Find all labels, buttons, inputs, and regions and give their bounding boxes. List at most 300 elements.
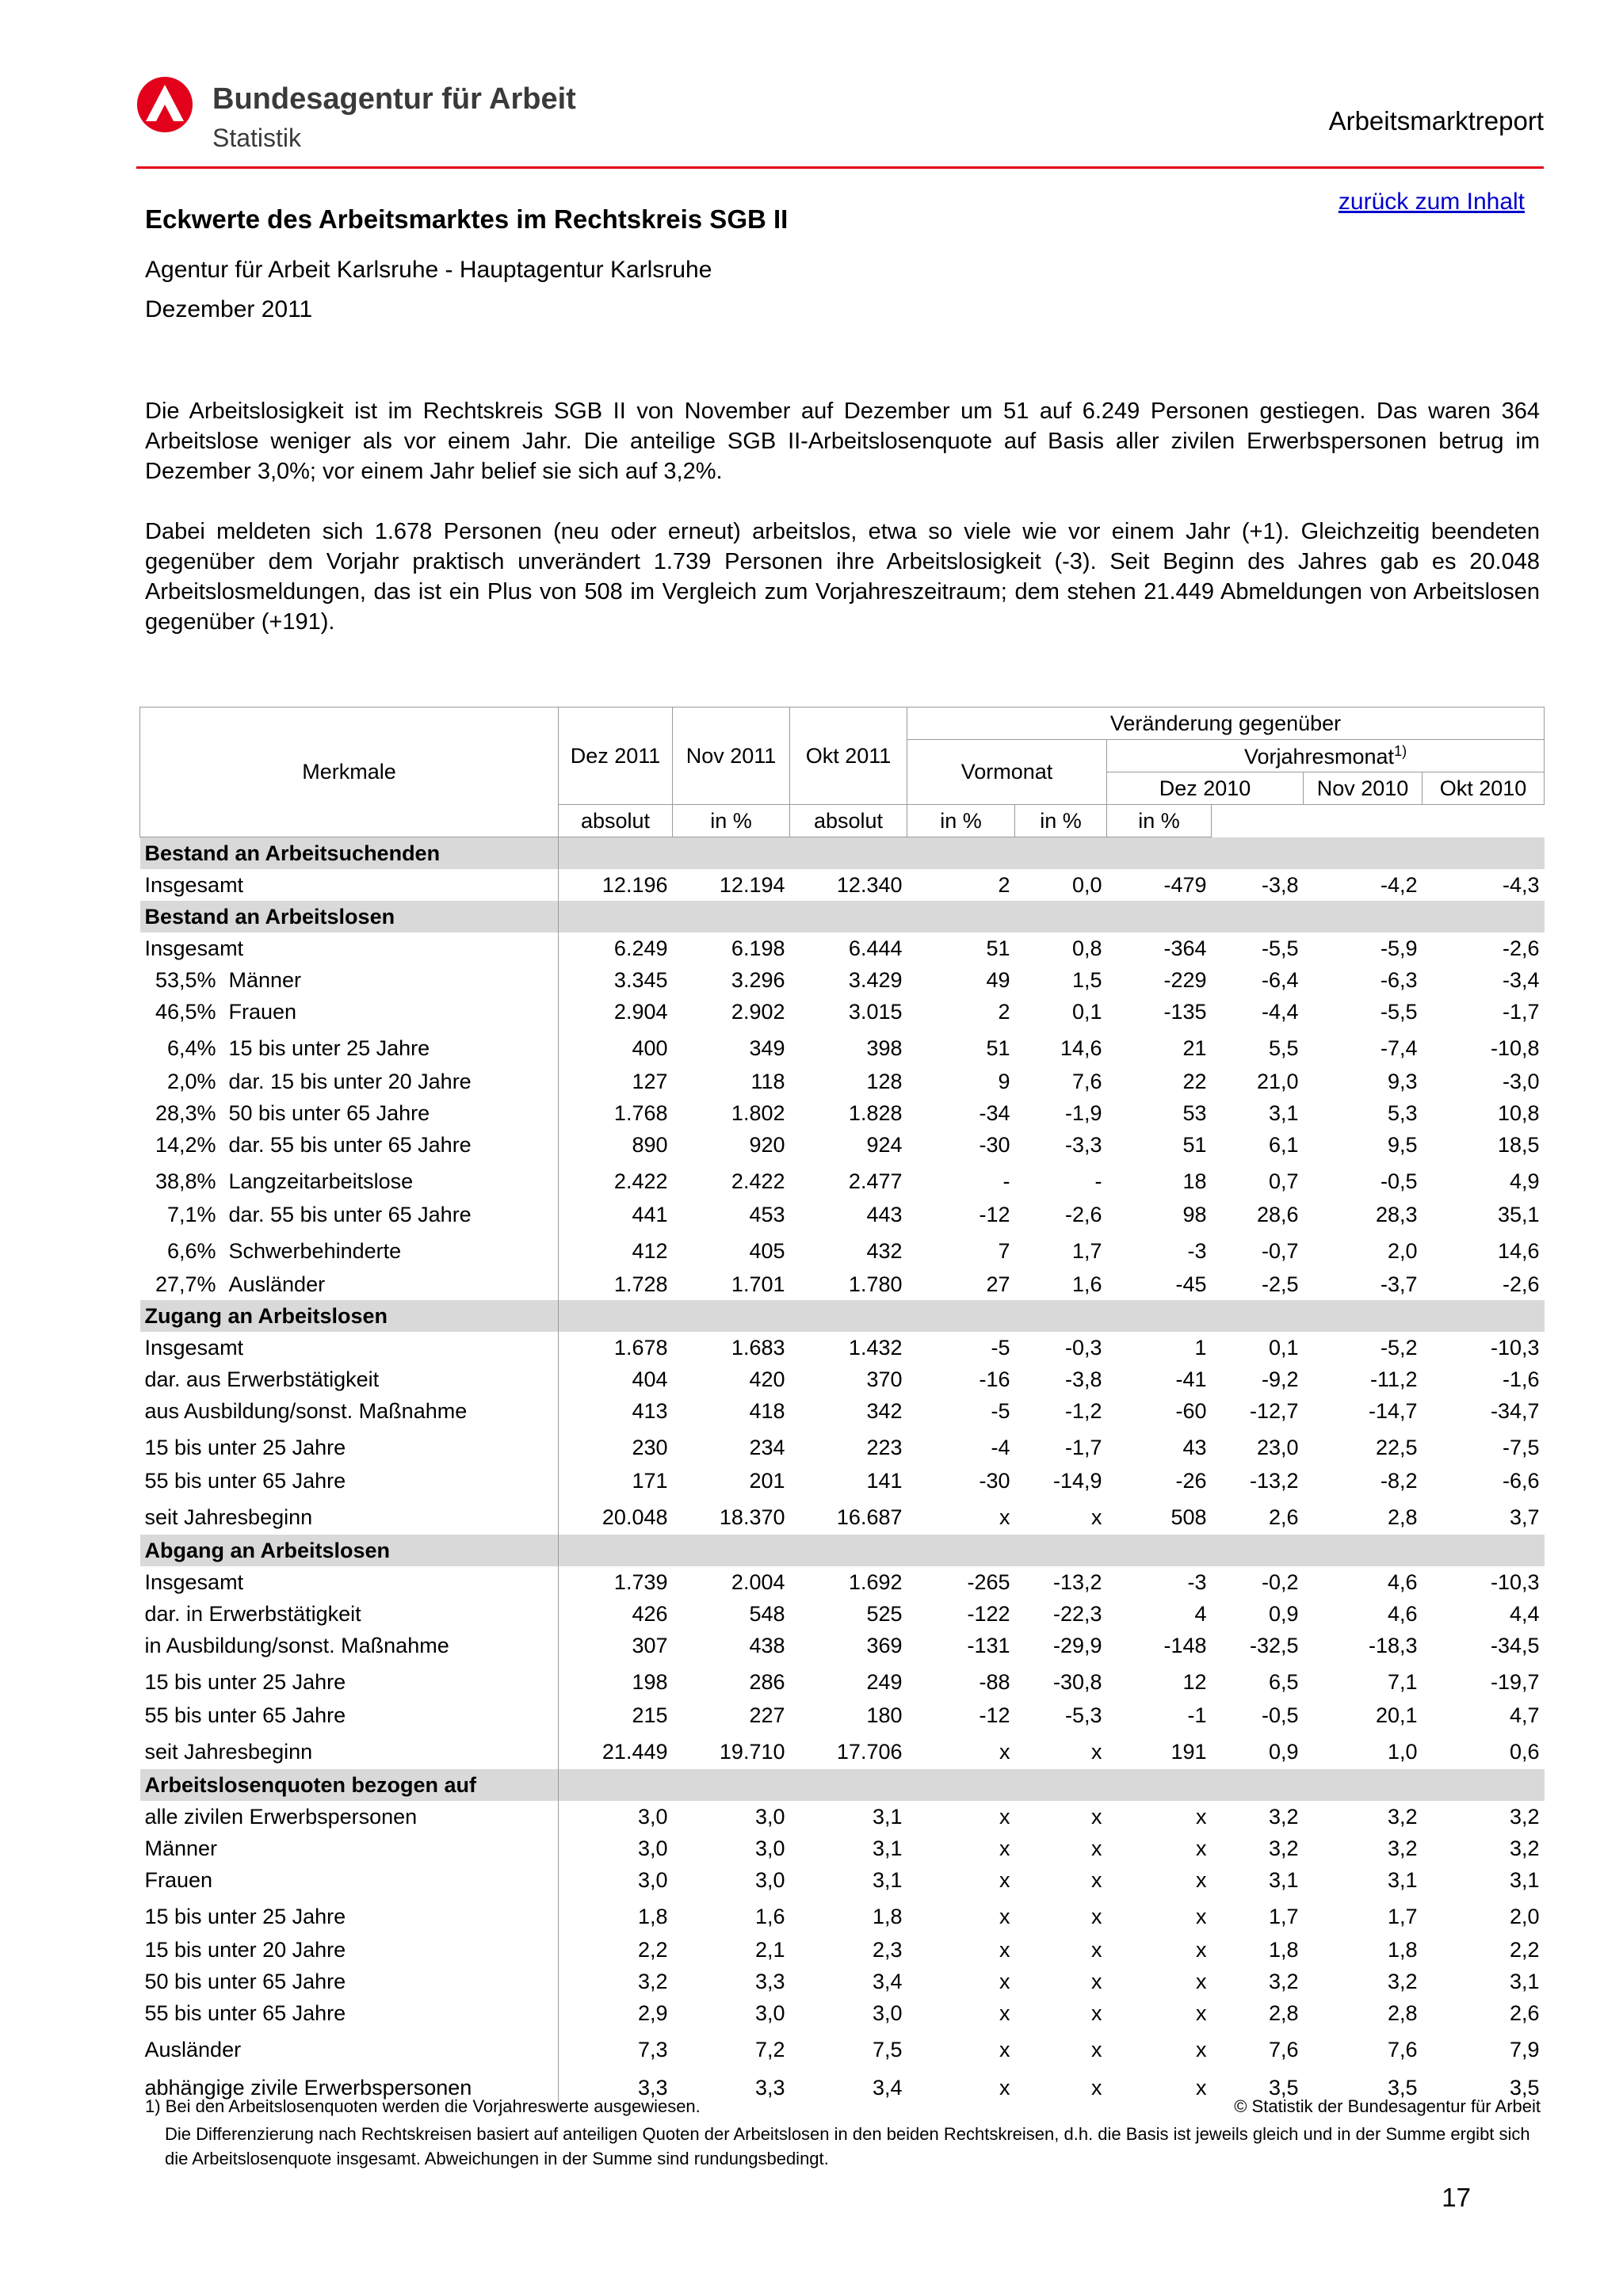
row-label: in Ausbildung/sonst. Maßnahme bbox=[144, 1633, 449, 1657]
table-row bbox=[140, 1699, 1545, 1731]
value-cell: -3,8 bbox=[1261, 872, 1299, 897]
value-cell: 920 bbox=[749, 1132, 785, 1157]
row-label-cell bbox=[140, 996, 559, 1028]
value-cell: -135 bbox=[1163, 999, 1207, 1024]
row-label: dar. in Erwerbstätigkeit bbox=[144, 1601, 361, 1626]
value-cell: x bbox=[1091, 1969, 1102, 1993]
value-cell: -13,2 bbox=[1052, 1569, 1102, 1594]
value-cell: -6,6 bbox=[1503, 1468, 1540, 1493]
value-cell: 191 bbox=[1170, 1739, 1207, 1764]
table-row bbox=[140, 1934, 1545, 1966]
value-cell: -11,2 bbox=[1369, 1367, 1418, 1391]
value-cell: 12.196 bbox=[601, 872, 668, 897]
footnote-1: 1) Bei den Arbeitslosenquoten werden die Vorjahreswerte ausgewiesen. bbox=[145, 2096, 701, 2116]
row-label: Ausländer bbox=[228, 1272, 326, 1296]
row-label-cell bbox=[140, 1497, 559, 1535]
value-cell: x bbox=[999, 2037, 1010, 2061]
value-cell: 342 bbox=[866, 1398, 903, 1423]
value-cell: -131 bbox=[967, 1633, 1010, 1657]
section-fill bbox=[559, 1300, 1545, 1332]
ba-logo-icon bbox=[136, 76, 193, 133]
value-cell: 7,6 bbox=[1071, 1069, 1102, 1093]
value-cell: 1.802 bbox=[731, 1100, 785, 1125]
table-row bbox=[140, 1997, 1545, 2029]
row-label: Insgesamt bbox=[144, 936, 244, 960]
value-cell: 1,8 bbox=[1268, 1937, 1299, 1962]
value-cell: 0,8 bbox=[1071, 936, 1102, 960]
value-cell: 2 bbox=[998, 872, 1010, 897]
value-cell: 7,6 bbox=[1387, 2037, 1418, 2061]
value-cell: x bbox=[1196, 2037, 1207, 2061]
value-cell: 7 bbox=[998, 1238, 1010, 1263]
value-cell: 1,6 bbox=[754, 1904, 785, 1928]
value-cell: 3,7 bbox=[1510, 1505, 1540, 1529]
value-cell: 6,5 bbox=[1268, 1669, 1299, 1694]
value-cell: 3,0 bbox=[754, 1804, 785, 1829]
section-row bbox=[140, 837, 1545, 870]
value-cell: -2,5 bbox=[1261, 1272, 1299, 1296]
footnote-marker: 1) bbox=[1394, 742, 1407, 759]
value-cell: -2,6 bbox=[1503, 936, 1540, 960]
value-cell: -10,3 bbox=[1491, 1569, 1540, 1594]
copyright-note: © Statistik der Bundesagentur für Arbeit bbox=[1234, 2096, 1541, 2116]
back-to-contents-link[interactable]: zurück zum Inhalt bbox=[1338, 189, 1525, 215]
value-cell: 18.370 bbox=[719, 1505, 785, 1529]
table-row bbox=[140, 1966, 1545, 1997]
value-cell: 2.422 bbox=[731, 1169, 785, 1193]
row-label-cell bbox=[140, 1934, 559, 1966]
value-cell: 2 bbox=[998, 999, 1010, 1024]
value-cell: 3,2 bbox=[1510, 1804, 1540, 1829]
value-cell: 18,5 bbox=[1497, 1132, 1540, 1157]
value-cell: x bbox=[999, 1904, 1010, 1928]
row-label: Ausländer bbox=[144, 2037, 242, 2061]
value-cell: -2,6 bbox=[1503, 1272, 1540, 1296]
header-dez-2010: Dez 2010 bbox=[1107, 772, 1304, 805]
value-cell: 3,2 bbox=[1387, 1804, 1418, 1829]
value-cell: -3,3 bbox=[1064, 1132, 1102, 1157]
value-cell: 2,0 bbox=[1510, 1904, 1540, 1928]
section-fill bbox=[559, 1535, 1545, 1566]
table-row bbox=[140, 869, 1545, 901]
row-label-cell bbox=[140, 1630, 559, 1661]
row-label: Insgesamt bbox=[144, 1335, 244, 1360]
value-cell: 286 bbox=[749, 1669, 785, 1694]
value-cell: 443 bbox=[866, 1202, 903, 1226]
value-cell: -1,2 bbox=[1064, 1398, 1102, 1423]
value-cell: 3,0 bbox=[637, 1836, 668, 1860]
value-cell: 307 bbox=[632, 1633, 668, 1657]
value-cell: x bbox=[999, 1505, 1010, 1529]
header-veraenderung: Veränderung gegenüber bbox=[907, 707, 1545, 740]
value-cell: 198 bbox=[632, 1669, 668, 1694]
value-cell: -0,5 bbox=[1380, 1169, 1418, 1193]
value-cell: -6,4 bbox=[1261, 967, 1299, 992]
value-cell: 369 bbox=[866, 1633, 903, 1657]
share-percent: 28,3% bbox=[155, 1100, 216, 1125]
value-cell: -14,7 bbox=[1368, 1398, 1418, 1423]
value-cell: 43 bbox=[1182, 1435, 1207, 1459]
value-cell: 3,0 bbox=[754, 1836, 785, 1860]
share-percent: 27,7% bbox=[155, 1272, 216, 1296]
value-cell: -18,3 bbox=[1368, 1633, 1418, 1657]
table-row bbox=[140, 1661, 1545, 1699]
value-cell: -5,2 bbox=[1380, 1335, 1418, 1360]
value-cell: 3.429 bbox=[848, 967, 903, 992]
value-cell: 0,9 bbox=[1268, 1601, 1299, 1626]
value-cell: -12,7 bbox=[1249, 1398, 1299, 1423]
value-cell: 4,6 bbox=[1387, 1569, 1418, 1594]
row-label-cell bbox=[140, 1997, 559, 2029]
value-cell: 370 bbox=[866, 1367, 903, 1391]
row-label-cell bbox=[140, 1230, 559, 1268]
value-cell: 171 bbox=[632, 1468, 668, 1493]
value-cell: -29,9 bbox=[1052, 1633, 1102, 1657]
footnote-2: Die Differenzierung nach Rechtskreisen basiert auf anteiligen Quoten der Arbeitslosen in den beiden Rechtskreisen, d.h. die Basis ist jeweils gleich und in der Summe ergibt sich die Arbeitslosenquote insgesamt. Abweichungen in der Summe sind rundungsbedingt. bbox=[165, 2124, 1530, 2168]
value-cell: 3,1 bbox=[1510, 1969, 1540, 1993]
value-cell: 0,1 bbox=[1071, 999, 1102, 1024]
table-row bbox=[140, 1097, 1545, 1129]
value-cell: 141 bbox=[866, 1468, 903, 1493]
row-label-cell bbox=[140, 1966, 559, 1997]
value-cell: 525 bbox=[866, 1601, 903, 1626]
value-cell: x bbox=[999, 1739, 1010, 1764]
value-cell: x bbox=[1091, 1867, 1102, 1892]
row-label-cell bbox=[140, 1661, 559, 1699]
section-fill bbox=[559, 837, 1545, 870]
section-label: Zugang an Arbeitslosen bbox=[140, 1300, 559, 1332]
table-row bbox=[140, 1833, 1545, 1864]
value-cell: 400 bbox=[632, 1035, 668, 1060]
report-title: Arbeitsmarktreport bbox=[1328, 106, 1544, 135]
row-label-cell bbox=[140, 1199, 559, 1230]
value-cell: 49 bbox=[986, 967, 1010, 992]
value-cell: -3 bbox=[1187, 1569, 1207, 1594]
value-cell: 1,6 bbox=[1071, 1272, 1102, 1296]
value-cell: -45 bbox=[1175, 1272, 1207, 1296]
value-cell: -3,7 bbox=[1380, 1272, 1418, 1296]
header-absolut: absolut bbox=[790, 805, 907, 837]
value-cell: 5,5 bbox=[1268, 1035, 1299, 1060]
value-cell: -148 bbox=[1163, 1633, 1207, 1657]
value-cell: x bbox=[1091, 2075, 1102, 2100]
value-cell: 2,2 bbox=[637, 1937, 668, 1962]
value-cell: -34 bbox=[979, 1100, 1010, 1125]
value-cell: 0,9 bbox=[1268, 1739, 1299, 1764]
value-cell: 0,1 bbox=[1268, 1335, 1299, 1360]
share-percent: 53,5% bbox=[155, 967, 216, 992]
row-label: Insgesamt bbox=[144, 1569, 244, 1594]
row-label: 50 bis unter 65 Jahre bbox=[228, 1100, 430, 1125]
value-cell: -5,3 bbox=[1064, 1703, 1102, 1727]
value-cell: -7,5 bbox=[1503, 1435, 1540, 1459]
value-cell: 418 bbox=[749, 1398, 785, 1423]
value-cell: 890 bbox=[632, 1132, 668, 1157]
header-vorjahresmonat: Vorjahresmonat$^{1)}$ bbox=[1107, 740, 1545, 772]
value-cell: 5,3 bbox=[1387, 1100, 1418, 1125]
table-row bbox=[140, 1630, 1545, 1661]
value-cell: 128 bbox=[866, 1069, 903, 1093]
value-cell: 1.432 bbox=[848, 1335, 903, 1360]
value-cell: -5,5 bbox=[1261, 936, 1299, 960]
value-cell: 14,6 bbox=[1060, 1035, 1102, 1060]
value-cell: x bbox=[1196, 1836, 1207, 1860]
value-cell: x bbox=[1091, 1739, 1102, 1764]
row-label: abhängige zivile Erwerbspersonen bbox=[144, 2075, 472, 2100]
value-cell: 3,4 bbox=[872, 2075, 903, 2100]
row-label: alle zivilen Erwerbspersonen bbox=[144, 1804, 418, 1829]
value-cell: 0,7 bbox=[1268, 1169, 1299, 1193]
table-row bbox=[140, 1598, 1545, 1630]
value-cell: 3.296 bbox=[731, 967, 785, 992]
value-cell: -13,2 bbox=[1249, 1468, 1299, 1493]
value-cell: 3,1 bbox=[1510, 1867, 1540, 1892]
value-cell: 12.194 bbox=[719, 872, 785, 897]
value-cell: 27 bbox=[986, 1272, 1010, 1296]
value-cell: 1,7 bbox=[1071, 1238, 1102, 1263]
row-label: dar. 55 bis unter 65 Jahre bbox=[228, 1202, 472, 1226]
value-cell: x bbox=[999, 2075, 1010, 2100]
row-label: dar. aus Erwerbstätigkeit bbox=[144, 1367, 380, 1391]
table-row bbox=[140, 1161, 1545, 1199]
value-cell: - bbox=[1094, 1169, 1102, 1193]
value-cell: 10,8 bbox=[1497, 1100, 1540, 1125]
value-cell: -41 bbox=[1175, 1367, 1207, 1391]
value-cell: 51 bbox=[1182, 1132, 1207, 1157]
share-percent: 6,6% bbox=[166, 1238, 216, 1263]
value-cell: 223 bbox=[866, 1435, 903, 1459]
row-label: Frauen bbox=[144, 1867, 213, 1892]
row-label-cell bbox=[140, 869, 559, 901]
value-cell: 2,0 bbox=[1387, 1238, 1418, 1263]
report-period: Dezember 2011 bbox=[145, 296, 313, 322]
summary-paragraph-2: Dabei meldeten sich 1.678 Personen (neu oder erneut) arbeitslos, etwa so viele wie vor einem Jahr (+1). Gleichzeitig beendeten gegenüber dem Vorjahr praktisch unverändert 1.739 Personen ihre Arbeitslosigkeit (-3). Seit Beginn des Jahres gab es 20.048 Arbeitslosmeldungen, das ist ein Plus von 508 im Vergleich zum Vorjahreszeitraum; dem stehen 21.449 Abmeldungen von Arbeitslosen gegenüber (+191). bbox=[145, 519, 1540, 635]
table-row bbox=[140, 1268, 1545, 1300]
value-cell: -22,3 bbox=[1052, 1601, 1102, 1626]
page-title: Eckwerte des Arbeitsmarktes im Rechtskreis SGB II bbox=[145, 204, 789, 234]
value-cell: 7,3 bbox=[637, 2037, 668, 2061]
page-number: 17 bbox=[1442, 2183, 1471, 2212]
value-cell: x bbox=[1091, 1937, 1102, 1962]
value-cell: 0,6 bbox=[1510, 1739, 1540, 1764]
value-cell: 9,3 bbox=[1387, 1069, 1418, 1093]
value-cell: -5 bbox=[991, 1335, 1010, 1360]
value-cell: 3,2 bbox=[1387, 1836, 1418, 1860]
value-cell: 3.345 bbox=[613, 967, 668, 992]
section-row bbox=[140, 901, 1545, 933]
value-cell: 9,5 bbox=[1387, 1132, 1418, 1157]
value-cell: 2,2 bbox=[1510, 1937, 1540, 1962]
table-row bbox=[140, 1028, 1545, 1066]
value-cell: x bbox=[1091, 2000, 1102, 2025]
value-cell: 3,2 bbox=[637, 1969, 668, 1993]
value-cell: -4 bbox=[991, 1435, 1010, 1459]
value-cell: 7,2 bbox=[754, 2037, 785, 2061]
value-cell: -12 bbox=[979, 1703, 1010, 1727]
value-cell: 3,3 bbox=[754, 2075, 785, 2100]
value-cell: 2,3 bbox=[872, 1937, 903, 1962]
value-cell: 432 bbox=[866, 1238, 903, 1263]
row-label: aus Ausbildung/sonst. Maßnahme bbox=[144, 1398, 468, 1423]
row-label: 55 bis unter 65 Jahre bbox=[144, 1703, 346, 1727]
value-cell: 3,1 bbox=[1387, 1867, 1418, 1892]
value-cell: 3,5 bbox=[1510, 2075, 1540, 2100]
value-cell: 19.710 bbox=[719, 1739, 785, 1764]
row-label-cell bbox=[140, 1731, 559, 1769]
row-label-cell bbox=[140, 1268, 559, 1300]
value-cell: 1.701 bbox=[731, 1272, 785, 1296]
table-row bbox=[140, 1427, 1545, 1465]
value-cell: -88 bbox=[979, 1669, 1010, 1694]
value-cell: -30,8 bbox=[1052, 1669, 1102, 1694]
value-cell: 3,2 bbox=[1510, 1836, 1540, 1860]
row-label-cell bbox=[140, 1427, 559, 1465]
value-cell: -3,4 bbox=[1503, 967, 1540, 992]
value-cell: 21,0 bbox=[1256, 1069, 1299, 1093]
table-row bbox=[140, 1864, 1545, 1896]
header-dez-2011: Dez 2011 bbox=[559, 707, 673, 805]
row-label-cell bbox=[140, 1028, 559, 1066]
table-row bbox=[140, 1363, 1545, 1395]
row-label-cell bbox=[140, 1332, 559, 1363]
value-cell: 6.198 bbox=[731, 936, 785, 960]
value-cell: 3,5 bbox=[1387, 2075, 1418, 2100]
value-cell: -9,2 bbox=[1261, 1367, 1299, 1391]
header-okt-2010: Okt 2010 bbox=[1423, 772, 1545, 805]
row-label-cell bbox=[140, 1129, 559, 1161]
value-cell: 349 bbox=[749, 1035, 785, 1060]
value-cell: 6.444 bbox=[848, 936, 903, 960]
value-cell: x bbox=[1196, 2075, 1207, 2100]
value-cell: 3,3 bbox=[754, 1969, 785, 1993]
value-cell: -32,5 bbox=[1249, 1633, 1299, 1657]
value-cell: 215 bbox=[632, 1703, 668, 1727]
value-cell: 230 bbox=[632, 1435, 668, 1459]
value-cell: 1.739 bbox=[613, 1569, 668, 1594]
value-cell: 12.340 bbox=[836, 872, 903, 897]
table-row bbox=[140, 1066, 1545, 1097]
value-cell: x bbox=[1196, 1969, 1207, 1993]
value-cell: 2,8 bbox=[1387, 2000, 1418, 2025]
value-cell: 453 bbox=[749, 1202, 785, 1226]
row-label: dar. 15 bis unter 20 Jahre bbox=[228, 1069, 472, 1093]
value-cell: 51 bbox=[986, 1035, 1010, 1060]
section-row bbox=[140, 1769, 1545, 1801]
table-row bbox=[140, 964, 1545, 996]
value-cell: -12 bbox=[979, 1202, 1010, 1226]
value-cell: 35,1 bbox=[1497, 1202, 1540, 1226]
value-cell: 2,6 bbox=[1510, 2000, 1540, 2025]
value-cell: -16 bbox=[979, 1367, 1010, 1391]
table-row bbox=[140, 1497, 1545, 1535]
value-cell: -0,7 bbox=[1261, 1238, 1299, 1263]
value-cell: - bbox=[1002, 1169, 1010, 1193]
value-cell: x bbox=[1196, 1867, 1207, 1892]
value-cell: x bbox=[1196, 1937, 1207, 1962]
value-cell: -1,7 bbox=[1503, 999, 1540, 1024]
value-cell: -364 bbox=[1163, 936, 1207, 960]
value-cell: 548 bbox=[749, 1601, 785, 1626]
value-cell: x bbox=[1091, 2037, 1102, 2061]
value-cell: -8,2 bbox=[1380, 1468, 1418, 1493]
row-label-cell bbox=[140, 1896, 559, 1934]
table-row bbox=[140, 1896, 1545, 1934]
row-label: 55 bis unter 65 Jahre bbox=[144, 1468, 346, 1493]
value-cell: 51 bbox=[986, 936, 1010, 960]
row-label-cell bbox=[140, 2029, 559, 2067]
value-cell: x bbox=[999, 1804, 1010, 1829]
value-cell: 420 bbox=[749, 1367, 785, 1391]
value-cell: 3,0 bbox=[754, 1867, 785, 1892]
value-cell: 12 bbox=[1182, 1669, 1207, 1694]
table-row bbox=[140, 1199, 1545, 1230]
row-label: Männer bbox=[228, 967, 302, 992]
value-cell: 234 bbox=[749, 1435, 785, 1459]
value-cell: x bbox=[1196, 1904, 1207, 1928]
value-cell: x bbox=[1091, 1804, 1102, 1829]
value-cell: x bbox=[1196, 1804, 1207, 1829]
section-row bbox=[140, 1535, 1545, 1566]
value-cell: 3,0 bbox=[637, 1804, 668, 1829]
value-cell: 249 bbox=[866, 1669, 903, 1694]
agency-subtitle: Agentur für Arbeit Karlsruhe - Hauptagentur Karlsruhe bbox=[145, 257, 712, 283]
header-in-pct: in % bbox=[1107, 805, 1212, 837]
value-cell: 3,3 bbox=[637, 2075, 668, 2100]
row-label-cell bbox=[140, 1161, 559, 1199]
value-cell: -4,3 bbox=[1503, 872, 1540, 897]
value-cell: 21 bbox=[1182, 1035, 1207, 1060]
value-cell: 118 bbox=[750, 1069, 785, 1093]
row-label-cell bbox=[140, 1699, 559, 1731]
value-cell: -4,4 bbox=[1261, 999, 1299, 1024]
row-label-cell bbox=[140, 1833, 559, 1864]
row-label: seit Jahresbeginn bbox=[144, 1505, 313, 1529]
value-cell: -14,9 bbox=[1052, 1468, 1102, 1493]
value-cell: 1.678 bbox=[613, 1335, 668, 1360]
value-cell: -2,6 bbox=[1064, 1202, 1102, 1226]
value-cell: 20.048 bbox=[601, 1505, 668, 1529]
row-label-cell bbox=[140, 1801, 559, 1833]
value-cell: 6.249 bbox=[613, 936, 668, 960]
value-cell: 412 bbox=[632, 1238, 668, 1263]
value-cell: 4,6 bbox=[1387, 1601, 1418, 1626]
value-cell: 180 bbox=[866, 1703, 903, 1727]
row-label: Frauen bbox=[228, 999, 297, 1024]
row-label-cell bbox=[140, 933, 559, 964]
value-cell: 22,5 bbox=[1375, 1435, 1418, 1459]
value-cell: -1,6 bbox=[1503, 1367, 1540, 1391]
section-fill bbox=[559, 1769, 1545, 1801]
value-cell: 18 bbox=[1182, 1169, 1207, 1193]
row-label: Männer bbox=[144, 1836, 218, 1860]
value-cell: -3,0 bbox=[1503, 1069, 1540, 1093]
table-row bbox=[140, 1566, 1545, 1598]
value-cell: 21.449 bbox=[601, 1739, 668, 1764]
value-cell: 7,1 bbox=[1387, 1669, 1418, 1694]
value-cell: 3.015 bbox=[848, 999, 903, 1024]
value-cell: 23,0 bbox=[1256, 1435, 1299, 1459]
value-cell: x bbox=[999, 1867, 1010, 1892]
share-percent: 6,4% bbox=[166, 1035, 216, 1060]
row-label-cell bbox=[140, 964, 559, 996]
org-subtitle: Statistik bbox=[212, 124, 302, 152]
value-cell: -3,8 bbox=[1064, 1367, 1102, 1391]
row-label: 50 bis unter 65 Jahre bbox=[144, 1969, 346, 1993]
org-name: Bundesagentur für Arbeit bbox=[212, 82, 576, 116]
value-cell: x bbox=[1196, 2000, 1207, 2025]
value-cell: 4,9 bbox=[1510, 1169, 1540, 1193]
value-cell: 2.422 bbox=[613, 1169, 668, 1193]
